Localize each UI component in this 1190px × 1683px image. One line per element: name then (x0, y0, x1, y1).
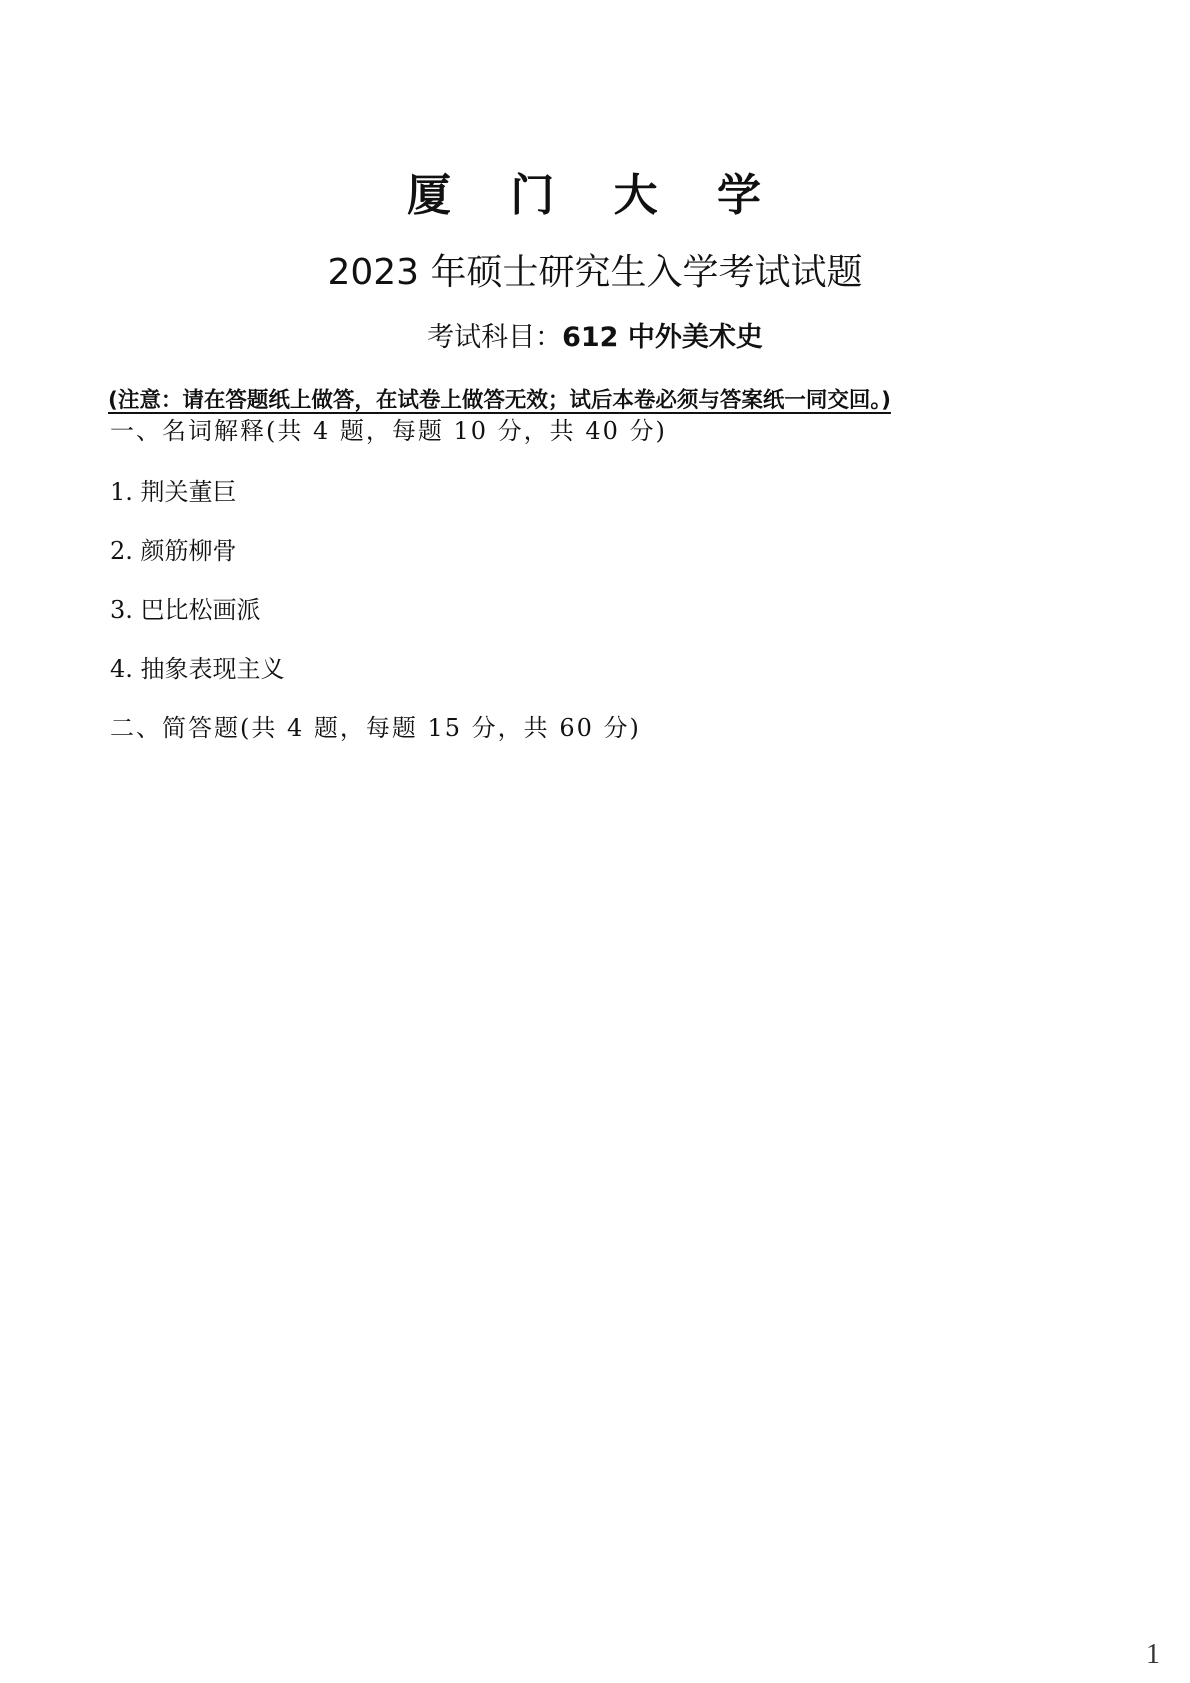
subject-label: 考试科目： (427, 322, 563, 353)
section-heading-1: 一、名词解释(共 4 题，每题 10 分，共 40 分) (110, 417, 667, 445)
question-item: 1. 荆关董巨 (110, 478, 237, 506)
question-item: 4. 抽象表现主义 (110, 655, 285, 683)
section-heading-2: 二、简答题(共 4 题，每题 15 分，共 60 分) (110, 714, 641, 742)
page-number: 1 (1146, 1639, 1160, 1670)
exam-title: 2023 年硕士研究生入学考试试题 (327, 252, 863, 293)
subject-name: 612 中外美术史 (562, 322, 763, 353)
question-item: 3. 巴比松画派 (110, 596, 261, 624)
exam-notice: (注意：请在答题纸上做答，在试卷上做答无效；试后本卷必须与答案纸一同交回。) (108, 388, 891, 413)
subject-line (0, 320, 1190, 356)
university-title: 厦 门 大 学 (407, 170, 783, 221)
question-item: 2. 颜筋柳骨 (110, 537, 237, 565)
